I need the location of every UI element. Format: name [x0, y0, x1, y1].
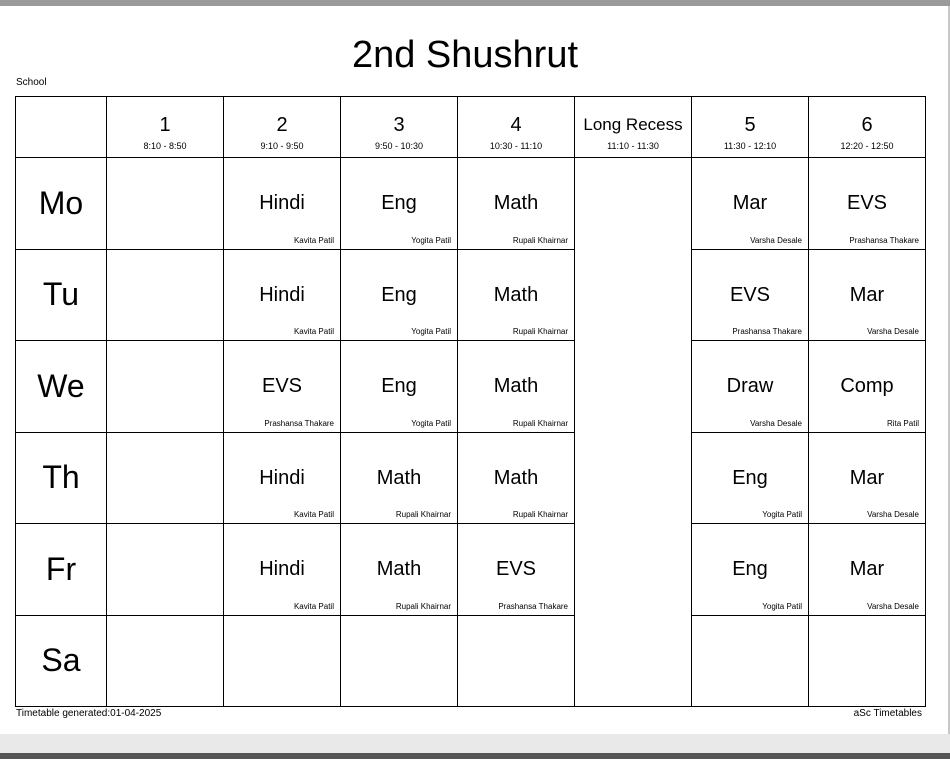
lesson-cell [692, 249, 809, 341]
day-row [16, 524, 926, 616]
day-label: Tu [16, 249, 107, 341]
school-label: School [16, 77, 47, 88]
subject: Eng [381, 192, 417, 214]
window-bottom-bar [0, 734, 950, 759]
lesson-cell [458, 249, 575, 341]
teacher: Kavita Patil [293, 235, 334, 245]
day-label: Th [16, 432, 107, 524]
teacher: Yogita Patil [411, 235, 451, 245]
subject: Math [376, 558, 422, 580]
lesson-cell [458, 524, 575, 616]
period-header [692, 97, 809, 158]
subject: EVS [729, 283, 771, 306]
period-header [107, 97, 224, 158]
teacher: Rupali Khairnar [512, 418, 568, 428]
subject: Math [493, 466, 539, 489]
period-time: 9:10 - 9:50 [260, 141, 304, 151]
day-row [16, 341, 926, 433]
lesson-cell [809, 524, 926, 616]
lesson-cell [809, 249, 926, 341]
lesson-cell [341, 249, 458, 341]
lesson-cell [692, 158, 809, 250]
teacher: Rupali Khairnar [395, 601, 451, 611]
teacher: Prashansa Thakare [849, 235, 919, 245]
teacher: Kavita Patil [293, 601, 334, 611]
subject: Hindi [259, 558, 305, 580]
lesson-cell [458, 158, 575, 250]
empty-cell [107, 341, 224, 433]
timetable-grid [15, 96, 926, 707]
empty-cell [341, 615, 458, 707]
period-time: 11:30 - 12:10 [723, 141, 777, 151]
lesson-cell [341, 432, 458, 524]
day-row [16, 615, 926, 707]
empty-cell [809, 615, 926, 707]
subject: Eng [732, 466, 768, 489]
lesson-cell [692, 524, 809, 616]
teacher: Varsha Desale [867, 327, 919, 336]
subject: EVS [495, 558, 537, 580]
period-header-row [16, 97, 926, 158]
teacher: Kavita Patil [293, 510, 334, 519]
period-name: 3 [393, 114, 405, 136]
empty-cell [224, 615, 341, 707]
day-label: We [16, 341, 107, 433]
empty-cell [692, 615, 809, 707]
subject: Eng [381, 375, 417, 397]
period-time: 9:50 - 10:30 [374, 141, 424, 151]
subject: Hindi [259, 192, 305, 214]
period-time: 10:30 - 11:10 [489, 141, 543, 151]
teacher: Varsha Desale [867, 601, 919, 611]
lesson-cell [341, 158, 458, 250]
lesson-cell [809, 432, 926, 524]
teacher: Rupali Khairnar [395, 510, 451, 519]
period-header [458, 97, 575, 158]
lesson-cell [458, 341, 575, 433]
teacher: Varsha Desale [867, 510, 919, 519]
subject: Eng [732, 558, 768, 580]
period-name: 4 [510, 114, 522, 136]
day-row [16, 249, 926, 341]
period-header [224, 97, 341, 158]
lesson-cell [809, 341, 926, 433]
teacher: Prashansa Thakare [264, 418, 334, 428]
teacher: Kavita Patil [293, 327, 334, 336]
empty-cell [107, 432, 224, 524]
teacher: Varsha Desale [750, 235, 802, 245]
period-time: 12:20 - 12:50 [840, 141, 894, 151]
day-label: Sa [16, 615, 107, 707]
teacher: Varsha Desale [750, 418, 802, 428]
lesson-cell [458, 432, 575, 524]
generated-date: Timetable generated:01-04-2025 [16, 708, 162, 719]
teacher: Prashansa Thakare [498, 601, 568, 611]
subject: EVS [846, 192, 888, 214]
recess-column [575, 158, 692, 707]
teacher: Rupali Khairnar [512, 327, 568, 336]
day-row [16, 158, 926, 250]
empty-cell [107, 158, 224, 250]
lesson-cell [341, 524, 458, 616]
subject: Hindi [259, 283, 305, 306]
subject: Eng [381, 283, 417, 306]
app-brand: aSc Timetables [853, 708, 922, 719]
day-label: Fr [16, 524, 107, 616]
empty-cell [107, 249, 224, 341]
lesson-cell [692, 432, 809, 524]
corner-cell [16, 97, 107, 158]
day-row [16, 432, 926, 524]
lesson-cell [341, 341, 458, 433]
teacher: Rupali Khairnar [512, 235, 568, 245]
teacher: Yogita Patil [411, 418, 451, 428]
page-title: 2nd Shushrut [351, 34, 579, 76]
timetable-page [0, 6, 950, 734]
teacher: Prashansa Thakare [732, 327, 802, 336]
subject: Mar [849, 466, 885, 489]
teacher: Rita Patil [886, 418, 919, 428]
empty-cell [107, 524, 224, 616]
recess-header [575, 97, 692, 158]
period-name: 5 [744, 114, 756, 136]
teacher: Yogita Patil [762, 601, 802, 611]
subject: Hindi [259, 466, 305, 489]
lesson-cell [224, 341, 341, 433]
period-time: 11:10 - 11:30 [607, 141, 659, 151]
lesson-cell [224, 524, 341, 616]
period-time: 8:10 - 8:50 [143, 141, 187, 151]
day-label: Mo [16, 158, 107, 250]
teacher: Yogita Patil [762, 510, 802, 519]
period-header [341, 97, 458, 158]
empty-cell [458, 615, 575, 707]
lesson-cell [809, 158, 926, 250]
subject: Mar [849, 283, 885, 306]
subject: Math [376, 466, 422, 489]
lesson-cell [224, 432, 341, 524]
subject: Math [493, 192, 539, 214]
teacher: Yogita Patil [411, 327, 451, 336]
subject: Mar [849, 558, 885, 580]
lesson-cell [692, 341, 809, 433]
subject: Draw [726, 375, 774, 397]
lesson-cell [224, 249, 341, 341]
period-name: 1 [159, 114, 171, 136]
subject: Math [493, 283, 539, 306]
period-name: Long Recess [583, 115, 683, 134]
subject: Math [493, 375, 539, 397]
lesson-cell [224, 158, 341, 250]
period-header [809, 97, 926, 158]
empty-cell [107, 615, 224, 707]
subject: Comp [840, 375, 894, 397]
teacher: Rupali Khairnar [512, 510, 568, 519]
period-name: 6 [861, 114, 873, 136]
subject: EVS [261, 375, 303, 397]
subject: Mar [732, 192, 768, 214]
period-name: 2 [276, 114, 288, 136]
